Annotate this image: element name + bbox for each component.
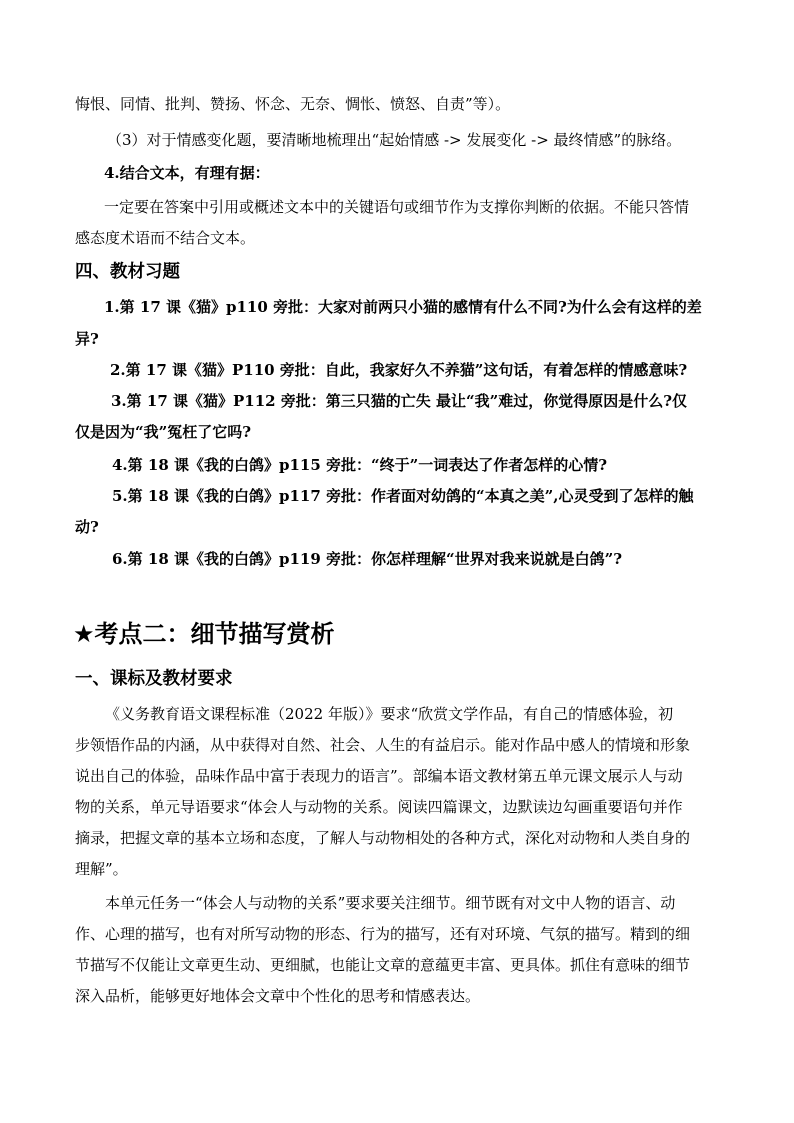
para1-line-4: 物的关系，单元导语要求“体会人与动物的关系。阅读四篇课文，边默读边勾画重要语句并作	[75, 798, 683, 816]
para2-line-3: 节描写不仅能让文章更生动、更细腻，也能让文章的意蕴更丰富、更具体。抓住有意味的细节	[75, 956, 691, 974]
exercise-line-1b: 异?	[75, 330, 99, 348]
line-top-2: （3）对于情感变化题，要清晰地梳理出“起始情感 -> 发展变化 -> 最终情感”的脉络。	[107, 131, 682, 149]
para1-line-2: 步领悟作品的内涵，从中获得对自然、社会、人生的有益启示。能对作品中感人的情境和形象	[75, 736, 691, 754]
exercise-line-6: 6.第 18 课《我的白鸽》p119 旁批：你怎样理解“世界对我来说就是白鸽”?	[112, 550, 623, 568]
para2-line-4: 深入品析，能够更好地体会文章中个性化的思考和情感表达。	[75, 987, 481, 1005]
para2-line-1: 本单元任务一“体会人与动物的关系”要求要关注细节。细节既有对文中人物的语言、动	[105, 894, 676, 912]
exercise-line-4: 4.第 18 课《我的白鸽》p115 旁批：“终于”一词表达了作者怎样的心情?	[112, 456, 608, 474]
para1-line-6: 理解”。	[75, 860, 128, 878]
section-heading-curriculum-requirements: 一、课标及教材要求	[75, 669, 233, 689]
para1-line-1: 《义务教育语文课程标准（2022 年版）》要求“欣赏文学作品，有自己的情感体验，初	[105, 705, 674, 723]
para2-line-2: 作、心理的描写，也有对所写动物的形态、行为的描写，还有对环境、气氛的描写。精到的细	[75, 925, 691, 943]
section-heading-textbook-exercises: 四、教材习题	[75, 262, 180, 282]
star-icon: ★	[73, 620, 95, 648]
line-top-1: 悔恨、同情、批判、赞扬、怀念、无奈、惆怅、愤怒、自责”等）。	[75, 95, 511, 113]
exercise-line-2: 2.第 17 课《猫》P110 旁批：自此，我家好久不养猫”这句话，有着怎样的情感意味?	[110, 361, 688, 379]
line-top-5: 感态度术语而不结合文本。	[75, 229, 256, 247]
line-top-4: 一定要在答案中引用或概述文本中的关键语句或细节作为支撑你判断的依据。不能只答情	[104, 198, 690, 216]
para1-line-3: 说出自己的体验，品味作品中富于表现力的语言”。部编本语文教材第五单元课文展示人与动	[75, 767, 683, 785]
exercise-line-1a: 1.第 17 课《猫》p110 旁批：大家对前两只小猫的感情有什么不同?为什么会有这样的差	[104, 298, 702, 316]
exercise-line-5a: 5.第 18 课《我的白鸽》p117 旁批：作者面对幼鸽的“本真之美”,心灵受到了怎样的触	[112, 487, 694, 505]
exercise-line-5b: 动?	[75, 518, 99, 536]
kaodian-title	[73, 618, 335, 650]
kaodian-title-text: 考点二：细节描写赏析	[94, 619, 335, 648]
para1-line-5: 摘录，把握文章的基本立场和态度，了解人与动物相处的各种方式，深化对动物和人类自身的	[75, 829, 691, 847]
line-top-3: 4.结合文本，有理有据：	[104, 164, 270, 182]
exercise-line-3b: 仅是因为“我”冤枉了它吗?	[75, 423, 252, 441]
exercise-line-3a: 3.第 17 课《猫》P112 旁批：第三只猫的亡失 最让“我”难过，你觉得原因是什么?仅	[111, 392, 688, 410]
